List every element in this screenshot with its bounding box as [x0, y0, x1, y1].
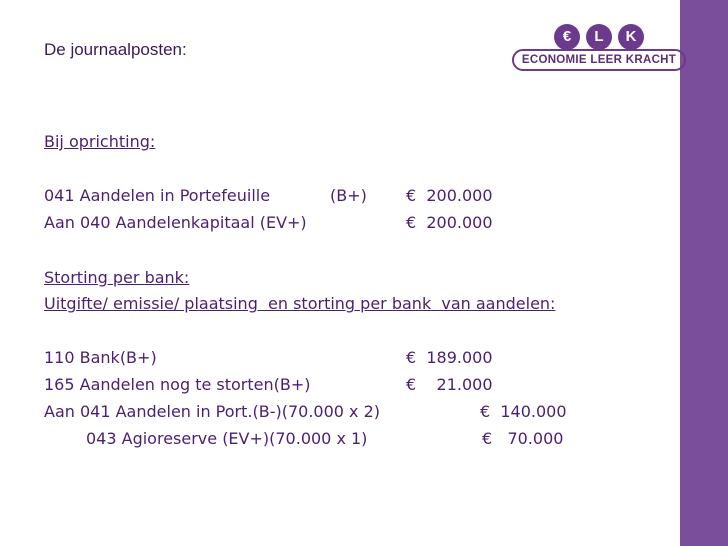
page-title: De journaalposten:: [44, 40, 187, 59]
journal-row-amount: € 21.000: [406, 375, 493, 394]
logo-letter-euro: €: [554, 24, 580, 50]
journal-row-account: 041 Aandelen in Portefeuille: [44, 186, 271, 205]
journal-row-account: 043 Agioreserve (EV+)(70.000 x 1): [86, 429, 368, 448]
journal-row-amount: € 200.000: [406, 186, 493, 205]
logo-letters: [554, 22, 654, 52]
journal-row-account: Aan 041 Aandelen in Port.(B-)(70.000 x 2): [44, 402, 381, 421]
section-heading-oprichting: Bij oprichting:: [44, 132, 156, 151]
journal-row-account: Aan 040 Aandelenkapitaal (EV+): [44, 213, 307, 232]
logo-letter-l: L: [586, 24, 612, 50]
elk-logo: [510, 22, 692, 78]
journal-row-account: 110 Bank(B+): [44, 348, 157, 367]
section-subheading: Uitgifte/ emissie/ plaatsing en storting per bank van aandelen:: [44, 294, 556, 313]
side-accent-bar: [680, 0, 728, 546]
journal-row-amount: € 189.000: [406, 348, 493, 367]
journal-row-amount: € 140.000: [480, 402, 567, 421]
journal-row-account: 165 Aandelen nog te storten(B+): [44, 375, 311, 394]
logo-tagline: ECONOMIE LEER KRACHT: [512, 49, 686, 71]
section-heading-storting: Storting per bank:: [44, 268, 190, 287]
journal-row-amount: € 200.000: [406, 213, 493, 232]
journal-row-amount: € 70.000: [482, 429, 564, 448]
journal-row-tag: (B+): [330, 186, 367, 205]
logo-letter-k: K: [618, 24, 644, 50]
